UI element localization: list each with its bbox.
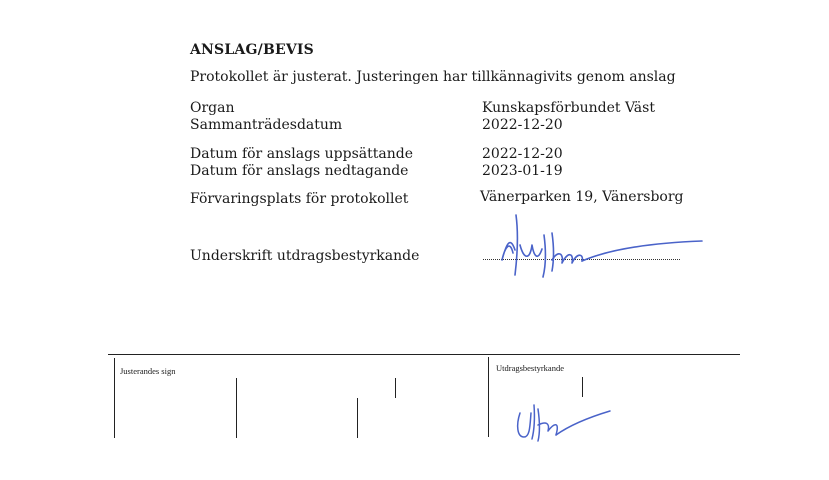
footer-right-label: Utdragsbestyrkande	[496, 363, 564, 373]
footer-col-line	[236, 378, 237, 438]
signature-image	[480, 205, 710, 280]
field-label-meeting-date: Sammanträdesdatum	[190, 117, 343, 133]
field-label-storage: Förvaringsplats för protokollet	[190, 191, 409, 207]
field-label-posting-date: Datum för anslags uppsättande	[190, 146, 413, 162]
footer-col-line	[114, 358, 115, 438]
field-value-storage: Vänerparken 19, Vänersborg	[480, 189, 684, 205]
field-value-organ: Kunskapsförbundet Väst	[482, 100, 655, 116]
footer-col-line	[357, 398, 358, 438]
footer-col-line	[395, 378, 396, 398]
field-label-removal-date: Datum för anslags nedtagande	[190, 163, 409, 179]
footer-left-label: Justerandes sign	[120, 366, 176, 376]
field-value-meeting-date: 2022-12-20	[482, 117, 563, 133]
footer-divider	[108, 354, 740, 355]
signature-label: Underskrift utdragsbestyrkande	[190, 248, 420, 264]
footer-col-line	[582, 377, 583, 397]
document-heading: ANSLAG/BEVIS	[190, 42, 314, 58]
intro-text: Protokollet är justerat. Justeringen har tillkännagivits genom anslag	[190, 69, 676, 85]
field-label-organ: Organ	[190, 100, 235, 116]
field-value-posting-date: 2022-12-20	[482, 146, 563, 162]
field-value-removal-date: 2023-01-19	[482, 163, 563, 179]
footer-signature-image	[510, 395, 620, 445]
footer-col-line	[488, 357, 489, 437]
